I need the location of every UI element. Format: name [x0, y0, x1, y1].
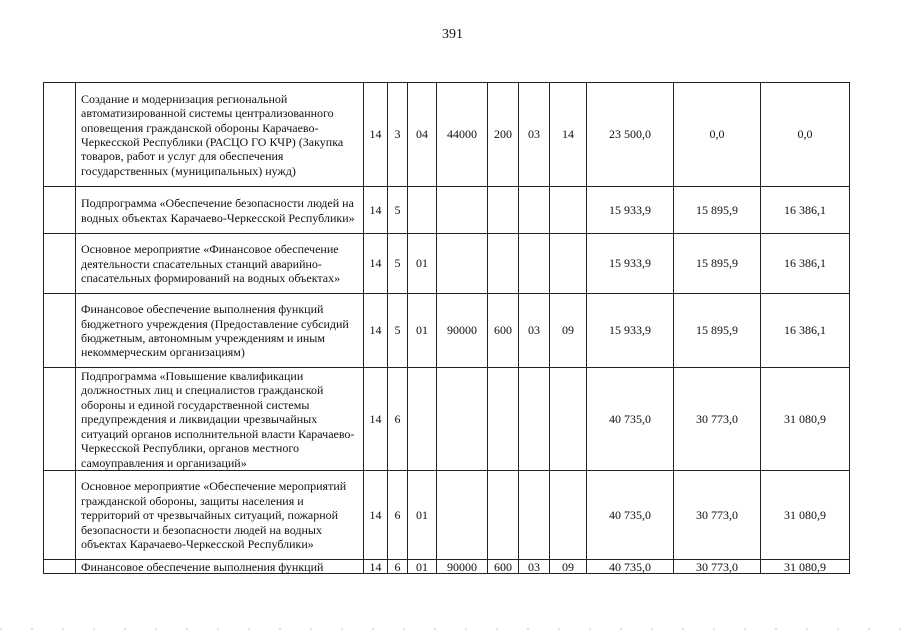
value-cell: 40 735,0	[587, 368, 674, 471]
code-cell	[519, 187, 550, 234]
code-cell	[437, 234, 488, 294]
value-cell: 16 386,1	[761, 234, 850, 294]
code-cell: 14	[364, 471, 388, 560]
value-cell: 15 933,9	[587, 294, 674, 368]
code-cell: 90000	[437, 294, 488, 368]
table-row	[44, 294, 850, 368]
value-cell: 0,0	[761, 83, 850, 187]
code-cell: 14	[364, 234, 388, 294]
code-cell	[437, 187, 488, 234]
value-cell: 0,0	[674, 83, 761, 187]
code-cell	[408, 368, 437, 471]
code-cell	[408, 187, 437, 234]
blank-cell	[44, 560, 76, 574]
value-cell: 30 773,0	[674, 368, 761, 471]
code-cell: 04	[408, 83, 437, 187]
code-cell: 01	[408, 560, 437, 574]
value-cell: 23 500,0	[587, 83, 674, 187]
table-row	[44, 234, 850, 294]
code-cell	[550, 234, 587, 294]
code-cell: 200	[488, 83, 519, 187]
blank-cell	[44, 234, 76, 294]
code-cell: 03	[519, 294, 550, 368]
page-number: 391	[442, 27, 463, 42]
code-cell: 600	[488, 560, 519, 574]
value-cell: 15 895,9	[674, 187, 761, 234]
row-name: Подпрограмма «Обеспечение безопасности людей на водных объектах Карачаево-Черкесской Республики»	[76, 187, 364, 234]
value-cell: 31 080,9	[761, 471, 850, 560]
code-cell: 90000	[437, 560, 488, 574]
code-cell: 14	[364, 368, 388, 471]
row-name: Финансовое обеспечение выполнения функций	[76, 560, 364, 574]
row-name: Создание и модернизация региональной автоматизированной системы централизованного оповещения гражданской обороны Карачаево-Черкесской Республики (РАСЦО ГО КЧР) (Закупка товаров, работ и услуг для обеспечения государственных (муниципальных) нужд)	[76, 83, 364, 187]
code-cell: 14	[364, 294, 388, 368]
value-cell: 15 895,9	[674, 234, 761, 294]
code-cell: 6	[388, 368, 408, 471]
code-cell: 14	[550, 83, 587, 187]
code-cell: 09	[550, 560, 587, 574]
scan-noise-line	[0, 628, 905, 630]
value-cell: 15 895,9	[674, 294, 761, 368]
table-row	[44, 560, 850, 574]
row-name: Основное мероприятие «Обеспечение мероприятий гражданской обороны, защиты населения и территорий от чрезвычайных ситуаций, пожарной безопасности и безопасности людей на водных объектах Карачаево-Черкесской Республики»	[76, 471, 364, 560]
code-cell	[488, 234, 519, 294]
code-cell	[488, 471, 519, 560]
budget-table	[43, 82, 850, 574]
value-cell: 30 773,0	[674, 560, 761, 574]
table-row	[44, 471, 850, 560]
row-name: Подпрограмма «Повышение квалификации должностных лиц и специалистов гражданской обороны и единой государственной системы предупреждения и ликвидации чрезвычайных ситуаций органов исполнительной власти Карачаево-Черкесской Республики, органов местного самоуправления и организаций»	[76, 368, 364, 471]
row-name: Финансовое обеспечение выполнения функций бюджетного учреждения (Предоставление субсидий бюджетным, автономным учреждениям и иным некоммерческим организациям)	[76, 294, 364, 368]
blank-cell	[44, 471, 76, 560]
blank-cell	[44, 187, 76, 234]
code-cell: 03	[519, 560, 550, 574]
blank-cell	[44, 368, 76, 471]
code-cell: 14	[364, 83, 388, 187]
code-cell	[550, 471, 587, 560]
value-cell: 40 735,0	[587, 471, 674, 560]
code-cell	[550, 368, 587, 471]
value-cell: 30 773,0	[674, 471, 761, 560]
code-cell: 6	[388, 560, 408, 574]
code-cell: 5	[388, 187, 408, 234]
code-cell: 5	[388, 294, 408, 368]
code-cell: 6	[388, 471, 408, 560]
value-cell: 31 080,9	[761, 368, 850, 471]
blank-cell	[44, 294, 76, 368]
blank-cell	[44, 83, 76, 187]
code-cell: 14	[364, 560, 388, 574]
code-cell: 600	[488, 294, 519, 368]
code-cell: 3	[388, 83, 408, 187]
code-cell	[437, 471, 488, 560]
code-cell	[519, 234, 550, 294]
code-cell: 01	[408, 471, 437, 560]
table-row	[44, 83, 850, 187]
value-cell: 16 386,1	[761, 187, 850, 234]
table-row	[44, 368, 850, 471]
code-cell: 09	[550, 294, 587, 368]
value-cell: 31 080,9	[761, 560, 850, 574]
code-cell: 14	[364, 187, 388, 234]
value-cell: 16 386,1	[761, 294, 850, 368]
code-cell	[437, 368, 488, 471]
code-cell: 01	[408, 294, 437, 368]
value-cell: 40 735,0	[587, 560, 674, 574]
code-cell	[519, 368, 550, 471]
code-cell	[550, 187, 587, 234]
value-cell: 15 933,9	[587, 187, 674, 234]
code-cell: 03	[519, 83, 550, 187]
code-cell: 01	[408, 234, 437, 294]
table-row	[44, 187, 850, 234]
code-cell	[488, 187, 519, 234]
value-cell: 15 933,9	[587, 234, 674, 294]
code-cell	[488, 368, 519, 471]
row-name: Основное мероприятие «Финансовое обеспечение деятельности спасательных станций аварийно-спасательных формирований на водных объектах»	[76, 234, 364, 294]
code-cell: 5	[388, 234, 408, 294]
code-cell	[519, 471, 550, 560]
code-cell: 44000	[437, 83, 488, 187]
